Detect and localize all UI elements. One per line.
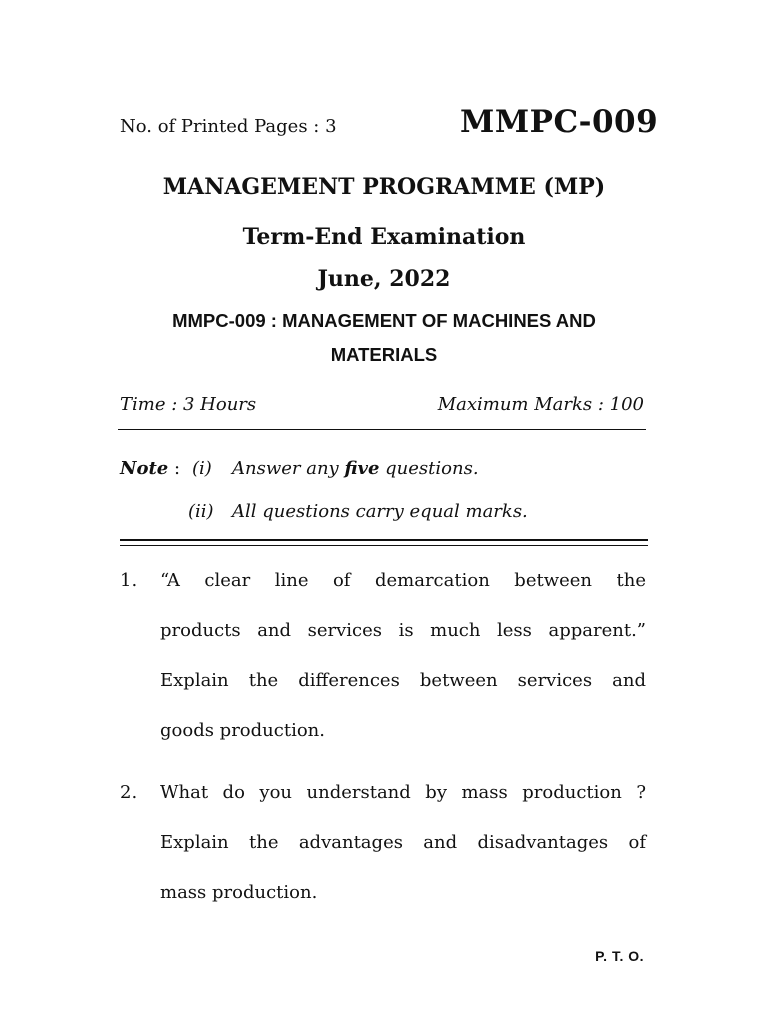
programme-title: MANAGEMENT PROGRAMME (MP)	[162, 174, 606, 200]
subject-title-line-2: MATERIALS	[330, 344, 438, 365]
question-2-line-3: mass production.	[160, 882, 318, 903]
note-label: Note	[120, 458, 169, 479]
question-1-line-1: “A clear line of demarcation between the	[160, 570, 646, 591]
note-item-2-before: All questions carry equal marks.	[232, 501, 528, 522]
printed-pages-label: No. of Printed Pages : 3	[120, 116, 337, 137]
question-2-line-2: Explain the advantages and disadvantages of	[160, 832, 646, 853]
note-item-2-roman: (ii)	[188, 501, 214, 522]
double-rule-top	[120, 539, 648, 541]
question-1-number: 1.	[120, 570, 138, 591]
maximum-marks: Maximum Marks : 100	[437, 394, 644, 415]
note-item-1-text	[232, 458, 479, 479]
question-2-text	[160, 768, 646, 918]
please-turn-over: P. T. O.	[595, 948, 644, 964]
note-item-1-roman: (i)	[192, 458, 212, 479]
divider-rule	[118, 429, 646, 430]
question-2-number: 2.	[120, 782, 138, 803]
subject-title-line-1: MMPC-009 : MANAGEMENT OF MACHINES AND	[172, 310, 596, 331]
question-1-text	[160, 556, 646, 756]
question-1-line-3: Explain the differences between services and	[160, 670, 646, 691]
note-item-1-before: Answer any	[232, 458, 345, 479]
question-1-line-2: products and services is much less apparent.”	[160, 620, 646, 641]
subject-title	[118, 304, 650, 372]
question-2-line-1: What do you understand by mass production ?	[160, 782, 646, 803]
question-1-line-4: goods production.	[160, 720, 325, 741]
note-colon: :	[174, 458, 181, 479]
time-allowed: Time : 3 Hours	[120, 394, 257, 415]
exam-date: June, 2022	[317, 266, 451, 292]
note-item-2-text	[232, 501, 528, 522]
double-rule-bottom	[120, 545, 648, 546]
exam-title: Term-End Examination	[242, 224, 526, 250]
note-item-1-emphasis: five	[344, 458, 380, 479]
note-item-1-after: questions.	[379, 458, 479, 479]
course-code: MMPC-009	[460, 104, 659, 140]
